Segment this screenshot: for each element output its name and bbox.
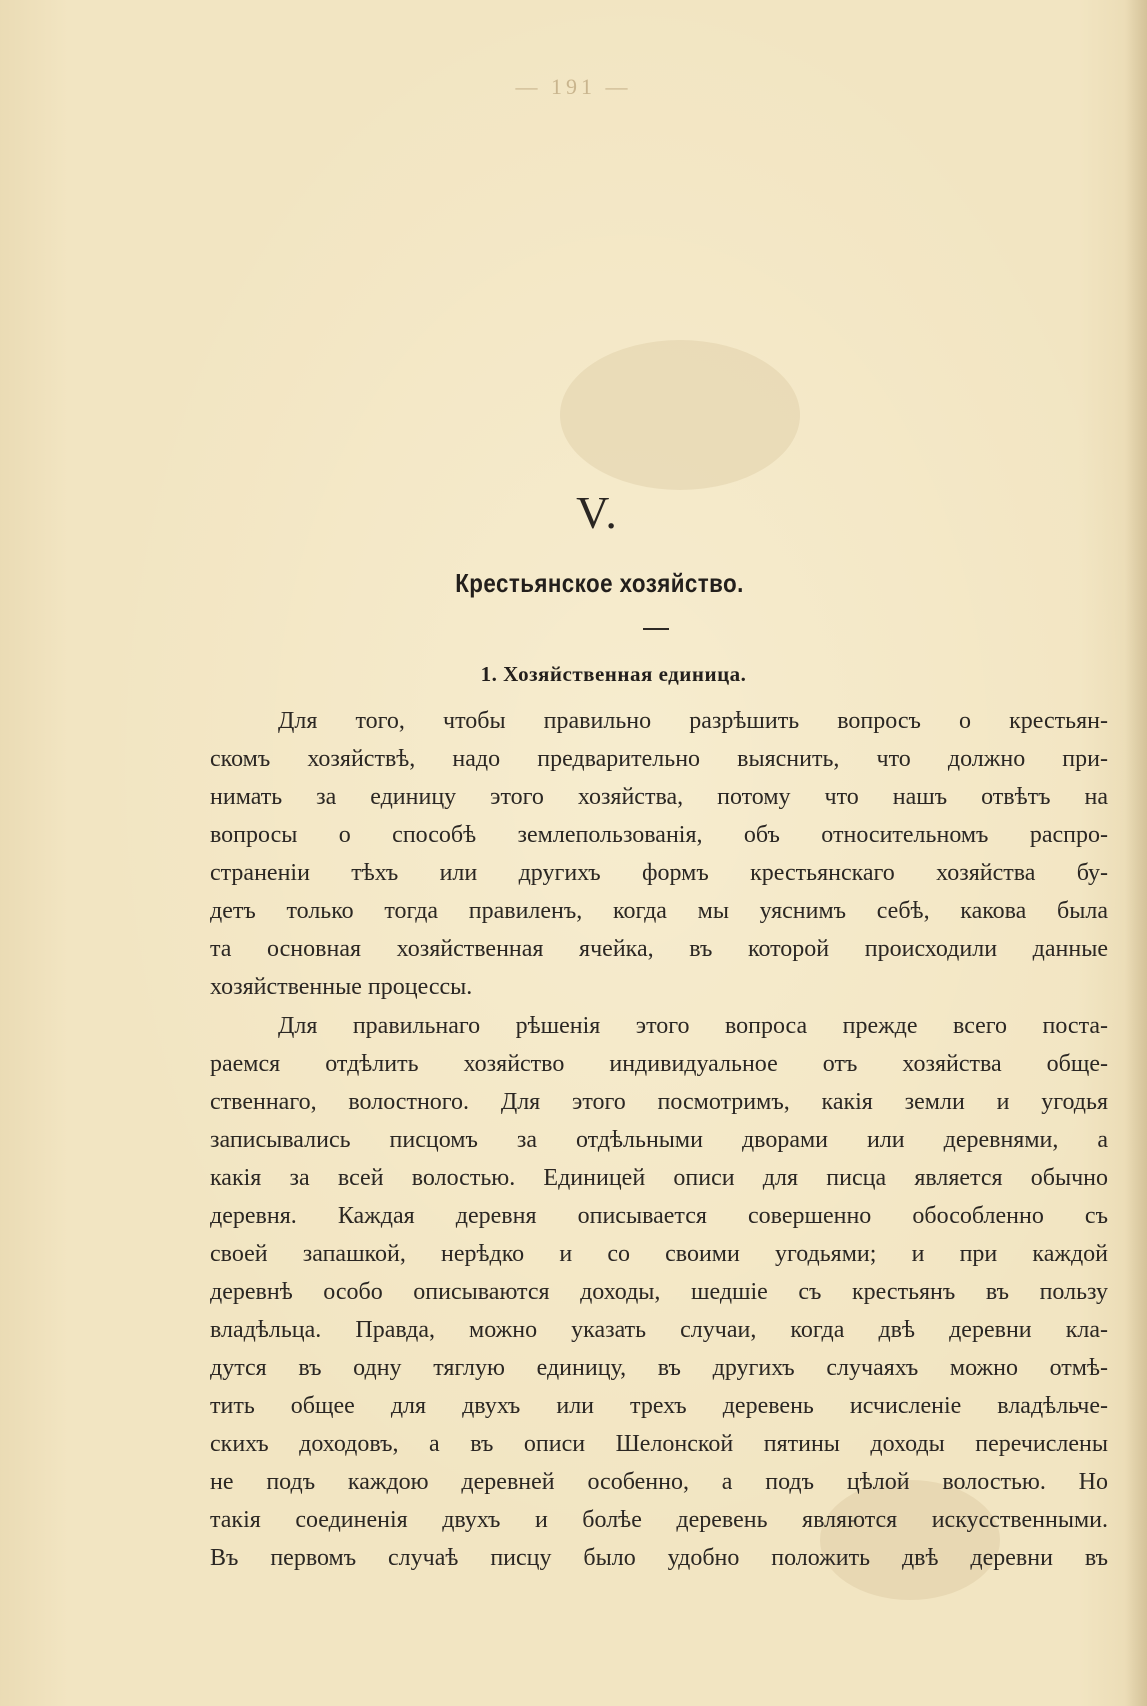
- text-line: такія соединенія двухъ и болѣе деревень являются искусственными.: [210, 1507, 1108, 1533]
- paper-stain: [560, 340, 800, 490]
- page-edge-shadow: [1125, 0, 1147, 1706]
- chapter-title: Крестьянское хозяйство.: [455, 568, 744, 598]
- text-line: деревня. Каждая деревня описывается совершенно обособленно съ: [210, 1203, 1108, 1229]
- text-line: записывались писцомъ за отдѣльными дворами или деревнями, а: [210, 1127, 1108, 1153]
- text-line: какія за всей волостью. Единицей описи для писца является обычно: [210, 1165, 1108, 1191]
- text-line: хозяйственные процессы.: [210, 974, 473, 1000]
- text-line: не подъ каждою деревней особенно, а подъ цѣлой волостью. Но: [210, 1469, 1108, 1495]
- text-line: ственнаго, волостного. Для этого посмотримъ, какія земли и угодья: [210, 1089, 1108, 1115]
- paper-stain: [820, 1480, 1000, 1600]
- text-line: скихъ доходовъ, а въ описи Шелонской пятины доходы перечислены: [210, 1431, 1108, 1457]
- text-line: детъ только тогда правиленъ, когда мы уяснимъ себѣ, какова была: [210, 898, 1108, 924]
- text-line: Для правильнаго рѣшенія этого вопроса прежде всего поста-: [278, 1013, 1108, 1039]
- text-line: скомъ хозяйствѣ, надо предварительно выяснить, что должно при-: [210, 746, 1108, 772]
- text-line: страненіи тѣхъ или другихъ формъ крестьянскаго хозяйства бу-: [210, 860, 1108, 886]
- text-line: тить общее для двухъ или трехъ деревень исчисленіе владѣльче-: [210, 1393, 1108, 1419]
- text-line: владѣльца. Правда, можно указать случаи, когда двѣ деревни кла-: [210, 1317, 1108, 1343]
- page-number: — 191 —: [515, 74, 632, 99]
- text-line: Для того, чтобы правильно разрѣшить вопросъ о крестьян-: [278, 708, 1108, 734]
- text-line: дутся въ одну тяглую единицу, въ другихъ случаяхъ можно отмѣ-: [210, 1355, 1108, 1381]
- title-divider: [643, 628, 669, 630]
- text-line: вопросы о способѣ землепользованія, объ относительномъ распро-: [210, 822, 1108, 848]
- text-line: раемся отдѣлить хозяйство индивидуальное отъ хозяйства обще-: [210, 1051, 1108, 1077]
- chapter-numeral: V.: [576, 487, 619, 538]
- text-line: деревнѣ особо описываются доходы, шедшіе съ крестьянъ въ пользу: [210, 1279, 1108, 1305]
- text-line: Въ первомъ случаѣ писцу было удобно положить двѣ деревни въ: [210, 1545, 1108, 1571]
- text-line: своей запашкой, нерѣдко и со своими угодьями; и при каждой: [210, 1241, 1108, 1267]
- text-line: та основная хозяйственная ячейка, въ которой происходили данные: [210, 936, 1108, 962]
- section-title: 1. Хозяйственная единица.: [480, 662, 747, 686]
- text-line: нимать за единицу этого хозяйства, потому что нашъ отвѣтъ на: [210, 784, 1108, 810]
